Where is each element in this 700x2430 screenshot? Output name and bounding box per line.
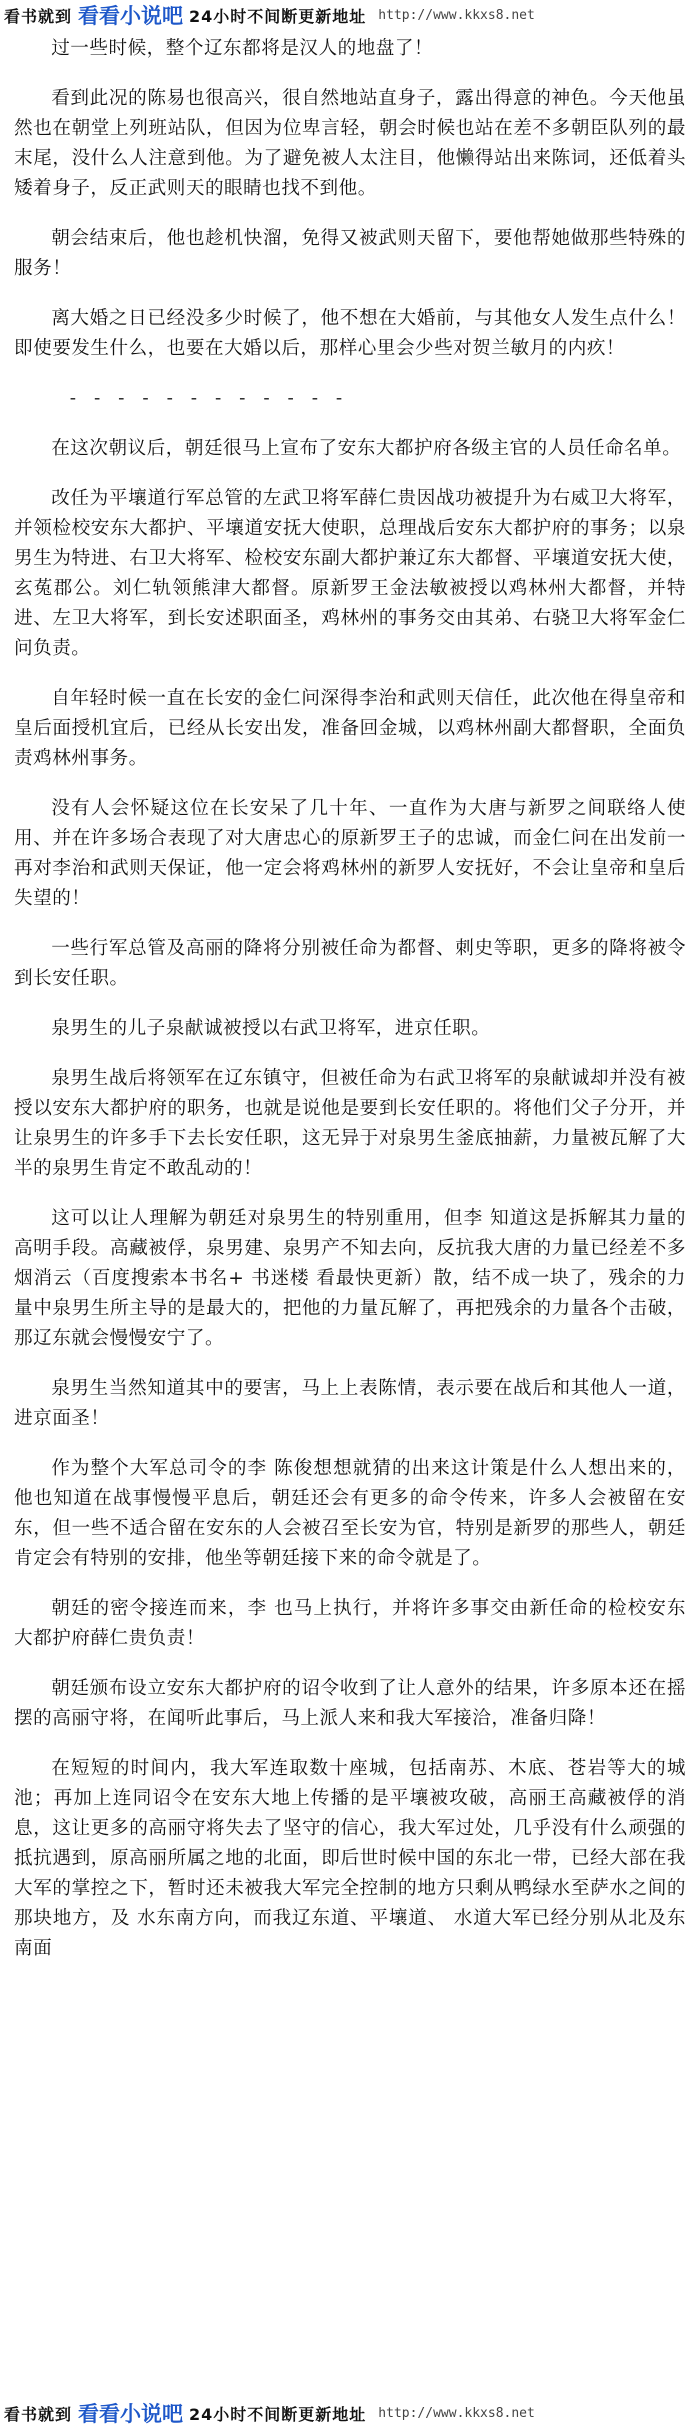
- paragraph: 离大婚之日已经没多少时候了，他不想在大婚前，与其他女人发生点什么！即使要发生什么，也要在大婚以后，那样心里会少些对贺兰敏月的内疚！: [14, 308, 686, 359]
- paragraph: 泉男生当然知道其中的要害，马上上表陈情，表示要在战后和其他人一道，进京面圣！: [14, 1378, 686, 1429]
- banner-slogan: 24小时不间断更新地址: [189, 6, 367, 26]
- paragraph: 这可以让人理解为朝廷对泉男生的特别重用，但李 知道这是拆解其力量的高明手段。高藏被俘，泉男建、泉男产不知去向，反抗我大唐的力量已经差不多烟消云（百度搜索本书名+ 书迷楼 看最快更新）散，结不成一块了，残余的力量中泉男生所主导的是最大的，把他的力量瓦解了，再把残余的力量各个击破，那辽东就会慢慢安宁了。: [14, 1208, 686, 1349]
- paragraph: 一些行军总管及高丽的降将分别被任命为都督、刺史等职，更多的降将被令到长安任职。: [14, 938, 686, 989]
- footer-site-name-link[interactable]: 看看小说吧: [78, 2402, 184, 2426]
- paragraph: 看到此况的陈易也很高兴，很自然地站直身子，露出得意的神色。今天他虽然也在朝堂上列班站队，但因为位卑言轻，朝会时候也站在差不多朝臣队列的最末尾，没什么人注意到他。为了避免被人太注目，他懒得站出来陈词，还低着头矮着身子，反正武则天的眼睛也找不到他。: [14, 88, 686, 199]
- paragraph: 没有人会怀疑这位在长安呆了几十年、一直作为大唐与新罗之间联络人使用、并在许多场合表现了对大唐忠心的原新罗王子的忠诚，而金仁问在出发前一再对李治和武则天保证，他一定会将鸡林州的新罗人安抚好，不会让皇帝和皇后失望的！: [14, 798, 686, 909]
- header-banner: [0, 0, 700, 30]
- site-url-link[interactable]: http://www.kkxs8.net: [378, 7, 535, 23]
- paragraph: 在短短的时间内，我大军连取数十座城，包括南苏、木底、苍岩等大的城池；再加上连同诏令在安东大地上传播的是平壤被攻破，高丽王高藏被俘的消息，这让更多的高丽守将失去了坚守的信心，我大军过处，几乎没有什么顽强的抵抗遇到，原高丽所属之地的北面，即后世时候中国的东北一带，已经大部在我大军的掌控之下，暂时还未被我大军完全控制的地方只剩从鸭绿水至萨水之间的那块地方，及 水东南方向，而我辽东道、平壤道、 水道大军已经分别从北及东南面: [14, 1758, 686, 1959]
- paragraph: 在这次朝议后，朝廷很马上宣布了安东大都护府各级主官的人员任命名单。: [51, 438, 682, 459]
- paragraph: 朝廷颁布设立安东大都护府的诏令收到了让人意外的结果，许多原本还在摇摆的高丽守将，在闻听此事后，马上派人来和我大军接洽，准备归降！: [14, 1678, 686, 1729]
- banner-lead-text: 看书就到: [4, 6, 73, 26]
- paragraph: 改任为平壤道行军总管的左武卫将军薛仁贵因战功被提升为右威卫大将军，并领检校安东大都护、平壤道安抚大使职，总理战后安东大都护府的事务；以泉男生为特进、右卫大将军、检校安东副大都护兼辽东大都督、平壤道安抚大使，玄菟郡公。刘仁轨领熊津大都督。原新罗王金法敏被授以鸡林州大都督，并特进、左卫大将军，到长安述职面圣，鸡林州的事务交由其弟、右骁卫大将军金仁问负责。: [14, 488, 686, 659]
- paragraph: 泉男生的儿子泉献诚被授以右武卫将军，进京任职。: [51, 1018, 491, 1039]
- paragraph: 泉男生战后将领军在辽东镇守，但被任命为右武卫将军的泉献诚却并没有被授以安东大都护府的职务，也就是说他是要到长安任职的。将他们父子分开，并让泉男生的许多手下去长安任职，这无异于对泉男生釜底抽薪，力量被瓦解了大半的泉男生肯定不敢乱动的！: [14, 1068, 686, 1179]
- paragraph: 过一些时候，整个辽东都将是汉人的地盘了！: [51, 38, 434, 59]
- paragraph: 朝廷的密令接连而来，李 也马上执行，并将许多事交由新任命的检校安东大都护府薛仁贵负责！: [14, 1598, 686, 1649]
- footer-banner: [0, 2398, 700, 2428]
- footer-url-link[interactable]: http://www.kkxs8.net: [378, 2405, 535, 2421]
- paragraph: 朝会结束后，他也趁机快溜，免得又被武则天留下，要他帮她做那些特殊的服务！: [14, 228, 686, 279]
- footer-slogan: 24小时不间断更新地址: [189, 2404, 367, 2424]
- chapter-body: [14, 34, 686, 2394]
- footer-lead-text: 看书就到: [4, 2404, 73, 2424]
- paragraph: 自年轻时候一直在长安的金仁问深得李治和武则天信任，此次他在得皇帝和皇后面授机宜后，已经从长安出发，准备回金城，以鸡林州副大都督职，全面负责鸡林州事务。: [14, 688, 686, 769]
- paragraph: 作为整个大军总司令的李 陈俊想想就猜的出来这计策是什么人想出来的，他也知道在战事慢慢平息后，朝廷还会有更多的命令传来，许多人会被留在安东，但一些不适合留在安东的人会被召至长安为官，特别是新罗的那些人，朝廷肯定会有特别的安排，他坐等朝廷接下来的命令就是了。: [14, 1458, 686, 1569]
- site-name-link[interactable]: 看看小说吧: [78, 4, 184, 28]
- section-divider: - - - - - - - - - - - -: [69, 388, 349, 409]
